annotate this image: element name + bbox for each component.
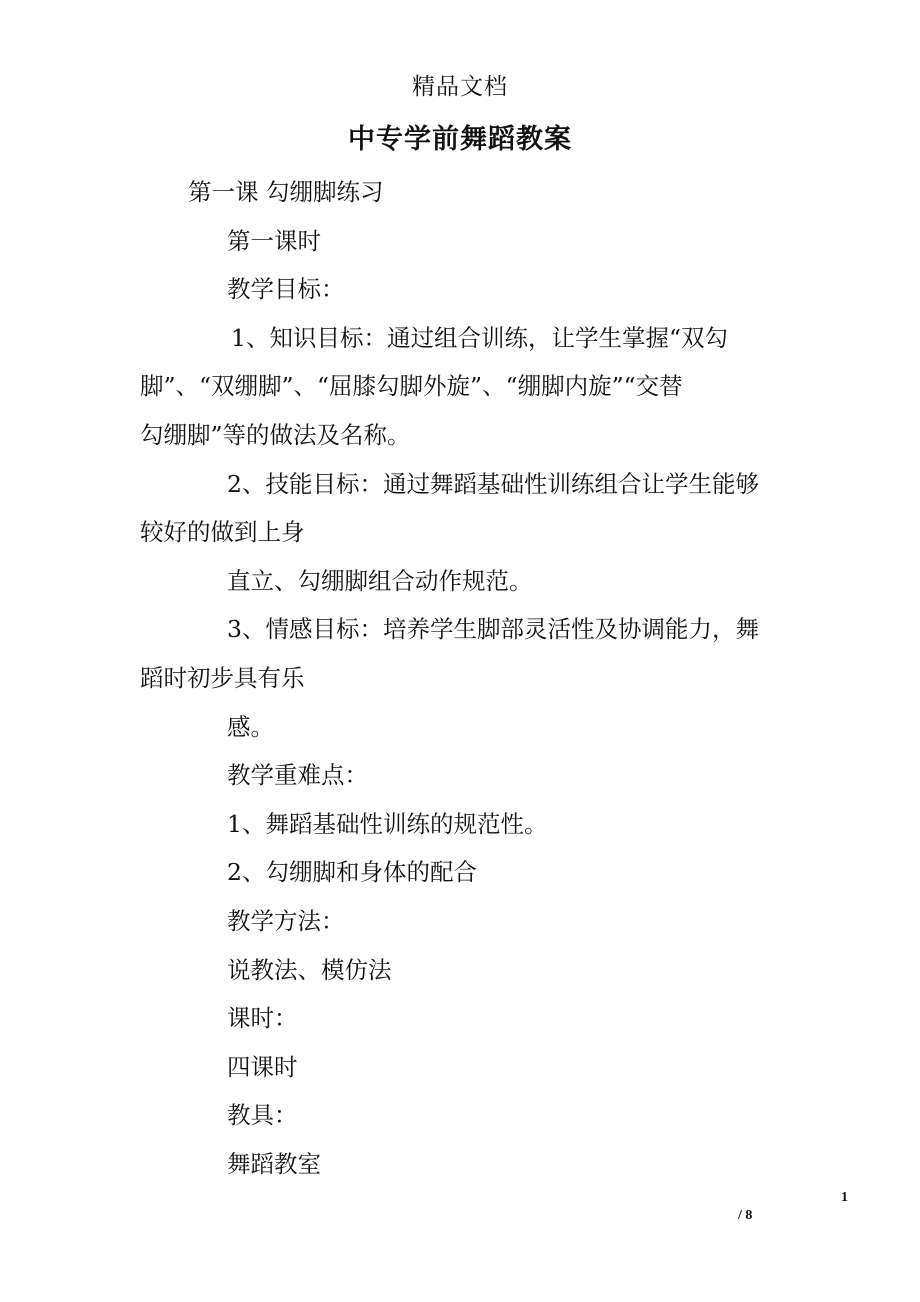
objective-skill-line-3: 直立、勾绷脚组合动作规范。 — [227, 566, 533, 595]
objective-knowledge-line-3: 勾绷脚”等的做法及名称。 — [140, 420, 411, 449]
page-number: 1 — [841, 1190, 848, 1205]
key-point-1: 1、舞蹈基础性训练的规范性。 — [227, 809, 548, 838]
hours-text: 四课时 — [227, 1052, 298, 1081]
objective-emotion-line-2: 蹈时初步具有乐 — [140, 663, 305, 692]
objectives-heading: 教学目标： — [227, 275, 345, 304]
key-point-2: 2、勾绷脚和身体的配合 — [227, 858, 477, 887]
objective-emotion-line-1: 3、情感目标：培养学生脚部灵活性及协调能力，舞 — [227, 615, 759, 644]
tools-heading: 教具： — [227, 1101, 298, 1130]
tools-text: 舞蹈教室 — [227, 1149, 321, 1178]
objective-knowledge-line-1: 1、知识目标：通过组合训练，让学生掌握“双勾 — [231, 323, 728, 352]
methods-heading: 教学方法： — [227, 906, 345, 935]
lesson-period: 第一课时 — [227, 226, 321, 255]
objective-knowledge-line-2: 脚”、“双绷脚”、“屈膝勾脚外旋”、“绷脚内旋”“交替 — [140, 372, 683, 401]
objective-skill-line-2: 较好的做到上身 — [140, 518, 305, 547]
key-points-heading: 教学重难点： — [227, 761, 368, 790]
page-header: 精品文档 — [412, 74, 508, 100]
page-total: / 8 — [738, 1208, 753, 1223]
objective-emotion-line-3: 感。 — [227, 712, 274, 741]
document-body — [140, 168, 785, 1188]
methods-text: 说教法、模仿法 — [227, 955, 392, 984]
document-title: 中专学前舞蹈教案 — [348, 124, 572, 155]
hours-heading: 课时： — [227, 1004, 298, 1033]
section-heading: 第一课 勾绷脚练习 — [188, 178, 384, 206]
objective-skill-line-1: 2、技能目标：通过舞蹈基础性训练组合让学生能够 — [227, 469, 759, 498]
